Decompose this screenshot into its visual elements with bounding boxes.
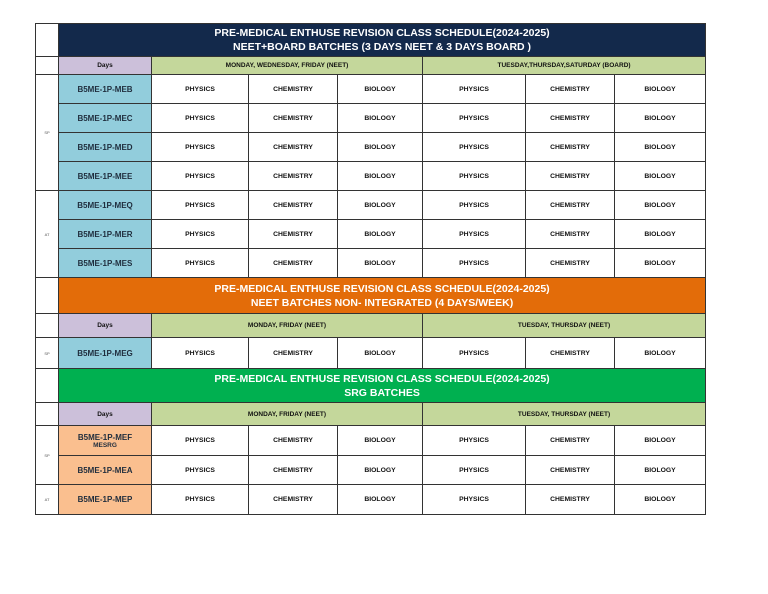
subject-cell: PHYSICS (152, 338, 249, 369)
batch-code: B5ME-1P-MEF (77, 432, 133, 442)
section3-title-line2: SRG BATCHES (344, 386, 420, 399)
section1-side-blank (36, 24, 59, 57)
batch-cell: B5ME-1P-MEP (59, 485, 152, 515)
subject-cell: BIOLOGY (338, 104, 423, 133)
subject-cell: BIOLOGY (615, 456, 706, 485)
subject-cell: BIOLOGY (338, 426, 423, 456)
schedule-table (35, 23, 706, 515)
section2-side-blank (36, 278, 59, 314)
subject-cell: BIOLOGY (338, 162, 423, 191)
table-row (36, 338, 706, 369)
section2-days-label: Days (59, 314, 152, 338)
table-row (36, 191, 706, 220)
subject-cell: CHEMISTRY (526, 456, 615, 485)
subject-cell: PHYSICS (152, 456, 249, 485)
batch-cell: B5ME-1P-MEQ (59, 191, 152, 220)
subject-cell: CHEMISTRY (249, 133, 338, 162)
batch-cell: B5ME-1P-MER (59, 220, 152, 249)
subject-cell: BIOLOGY (615, 338, 706, 369)
section1-days-label: Days (59, 57, 152, 75)
batch-cell: B5ME-1P-MEC (59, 104, 152, 133)
subject-cell: PHYSICS (423, 191, 526, 220)
subject-cell: PHYSICS (423, 133, 526, 162)
section3-side-blank (36, 369, 59, 403)
batch-subcode: MESRG (93, 441, 117, 449)
batch-cell (59, 426, 152, 456)
subject-cell: PHYSICS (423, 104, 526, 133)
section1-title (59, 24, 706, 57)
subject-cell: BIOLOGY (615, 191, 706, 220)
section3-banner (36, 369, 706, 403)
subject-cell: PHYSICS (423, 426, 526, 456)
subject-cell: PHYSICS (423, 75, 526, 104)
subject-cell: CHEMISTRY (249, 249, 338, 278)
subject-cell: PHYSICS (152, 162, 249, 191)
subject-cell: PHYSICS (152, 133, 249, 162)
section2-banner (36, 278, 706, 314)
table-row (36, 104, 706, 133)
subject-cell: CHEMISTRY (526, 485, 615, 515)
subject-cell: BIOLOGY (338, 75, 423, 104)
batch-cell: B5ME-1P-MEB (59, 75, 152, 104)
subject-cell: PHYSICS (152, 75, 249, 104)
section3-header-row (36, 403, 706, 426)
batch-cell: B5ME-1P-MEA (59, 456, 152, 485)
subject-cell: PHYSICS (152, 104, 249, 133)
subject-cell: CHEMISTRY (526, 133, 615, 162)
section3-title (59, 369, 706, 403)
subject-cell: PHYSICS (152, 485, 249, 515)
section2-title-line2: NEET BATCHES NON- INTEGRATED (4 DAYS/WEEK) (250, 296, 514, 309)
table-row (36, 162, 706, 191)
section1-title-line1: PRE-MEDICAL ENTHUSE REVISION CLASS SCHEDULE(2024-2025) (214, 27, 550, 39)
table-row (36, 456, 706, 485)
table-row (36, 133, 706, 162)
table-row (36, 249, 706, 278)
subject-cell: CHEMISTRY (249, 75, 338, 104)
subject-cell: CHEMISTRY (526, 220, 615, 249)
subject-cell: CHEMISTRY (249, 191, 338, 220)
subject-cell: CHEMISTRY (526, 249, 615, 278)
section2-group1-label: MONDAY, FRIDAY (NEET) (152, 314, 423, 338)
subject-cell: BIOLOGY (615, 162, 706, 191)
subject-cell: BIOLOGY (338, 220, 423, 249)
subject-cell: BIOLOGY (338, 485, 423, 515)
batch-cell: B5ME-1P-MES (59, 249, 152, 278)
subject-cell: BIOLOGY (338, 191, 423, 220)
subject-cell: CHEMISTRY (249, 220, 338, 249)
subject-cell: PHYSICS (152, 426, 249, 456)
subject-cell: PHYSICS (423, 249, 526, 278)
subject-cell: BIOLOGY (615, 220, 706, 249)
subject-cell: PHYSICS (423, 456, 526, 485)
side-label: AT (36, 191, 59, 278)
subject-cell: BIOLOGY (338, 338, 423, 369)
section1-header-side-blank (36, 57, 59, 75)
subject-cell: PHYSICS (152, 191, 249, 220)
subject-cell: CHEMISTRY (526, 104, 615, 133)
subject-cell: BIOLOGY (338, 249, 423, 278)
subject-cell: BIOLOGY (615, 75, 706, 104)
subject-cell: BIOLOGY (338, 456, 423, 485)
table-row (36, 426, 706, 456)
subject-cell: PHYSICS (152, 249, 249, 278)
subject-cell: CHEMISTRY (249, 426, 338, 456)
subject-cell: BIOLOGY (615, 485, 706, 515)
batch-cell: B5ME-1P-MEE (59, 162, 152, 191)
section2-header-row (36, 314, 706, 338)
subject-cell: CHEMISTRY (249, 104, 338, 133)
section1-group2-label: TUESDAY,THURSDAY,SATURDAY (BOARD) (423, 57, 706, 75)
section3-group1-label: MONDAY, FRIDAY (NEET) (152, 403, 423, 426)
side-label: SP (36, 338, 59, 369)
subject-cell: CHEMISTRY (249, 485, 338, 515)
subject-cell: CHEMISTRY (249, 456, 338, 485)
subject-cell: PHYSICS (423, 485, 526, 515)
table-row (36, 75, 706, 104)
side-label: AT (36, 485, 59, 515)
batch-cell: B5ME-1P-MED (59, 133, 152, 162)
subject-cell: PHYSICS (423, 338, 526, 369)
section2-header-side-blank (36, 314, 59, 338)
section2-title-line1: PRE-MEDICAL ENTHUSE REVISION CLASS SCHEDULE(2024-2025) (214, 282, 550, 295)
section3-header-side-blank (36, 403, 59, 426)
subject-cell: BIOLOGY (615, 133, 706, 162)
section2-title (59, 278, 706, 314)
subject-cell: PHYSICS (423, 162, 526, 191)
section3-days-label: Days (59, 403, 152, 426)
section3-group2-label: TUESDAY, THURSDAY (NEET) (423, 403, 706, 426)
subject-cell: PHYSICS (152, 220, 249, 249)
subject-cell: CHEMISTRY (526, 162, 615, 191)
section1-title-line2: NEET+BOARD BATCHES (3 DAYS NEET & 3 DAYS BOARD ) (233, 41, 532, 53)
subject-cell: CHEMISTRY (526, 338, 615, 369)
subject-cell: CHEMISTRY (249, 338, 338, 369)
section3-title-line1: PRE-MEDICAL ENTHUSE REVISION CLASS SCHEDULE(2024-2025) (214, 372, 550, 385)
section1-group1-label: MONDAY, WEDNESDAY, FRIDAY (NEET) (152, 57, 423, 75)
subject-cell: BIOLOGY (615, 426, 706, 456)
subject-cell: CHEMISTRY (249, 162, 338, 191)
section1-banner (36, 24, 706, 57)
side-label: SP (36, 75, 59, 191)
batch-cell: B5ME-1P-MEG (59, 338, 152, 369)
subject-cell: CHEMISTRY (526, 426, 615, 456)
section1-header-row (36, 57, 706, 75)
subject-cell: CHEMISTRY (526, 191, 615, 220)
subject-cell: BIOLOGY (615, 104, 706, 133)
table-row (36, 485, 706, 515)
table-row (36, 220, 706, 249)
subject-cell: PHYSICS (423, 220, 526, 249)
section2-group2-label: TUESDAY, THURSDAY (NEET) (423, 314, 706, 338)
subject-cell: BIOLOGY (615, 249, 706, 278)
side-label: SP (36, 426, 59, 485)
subject-cell: BIOLOGY (338, 133, 423, 162)
subject-cell: CHEMISTRY (526, 75, 615, 104)
